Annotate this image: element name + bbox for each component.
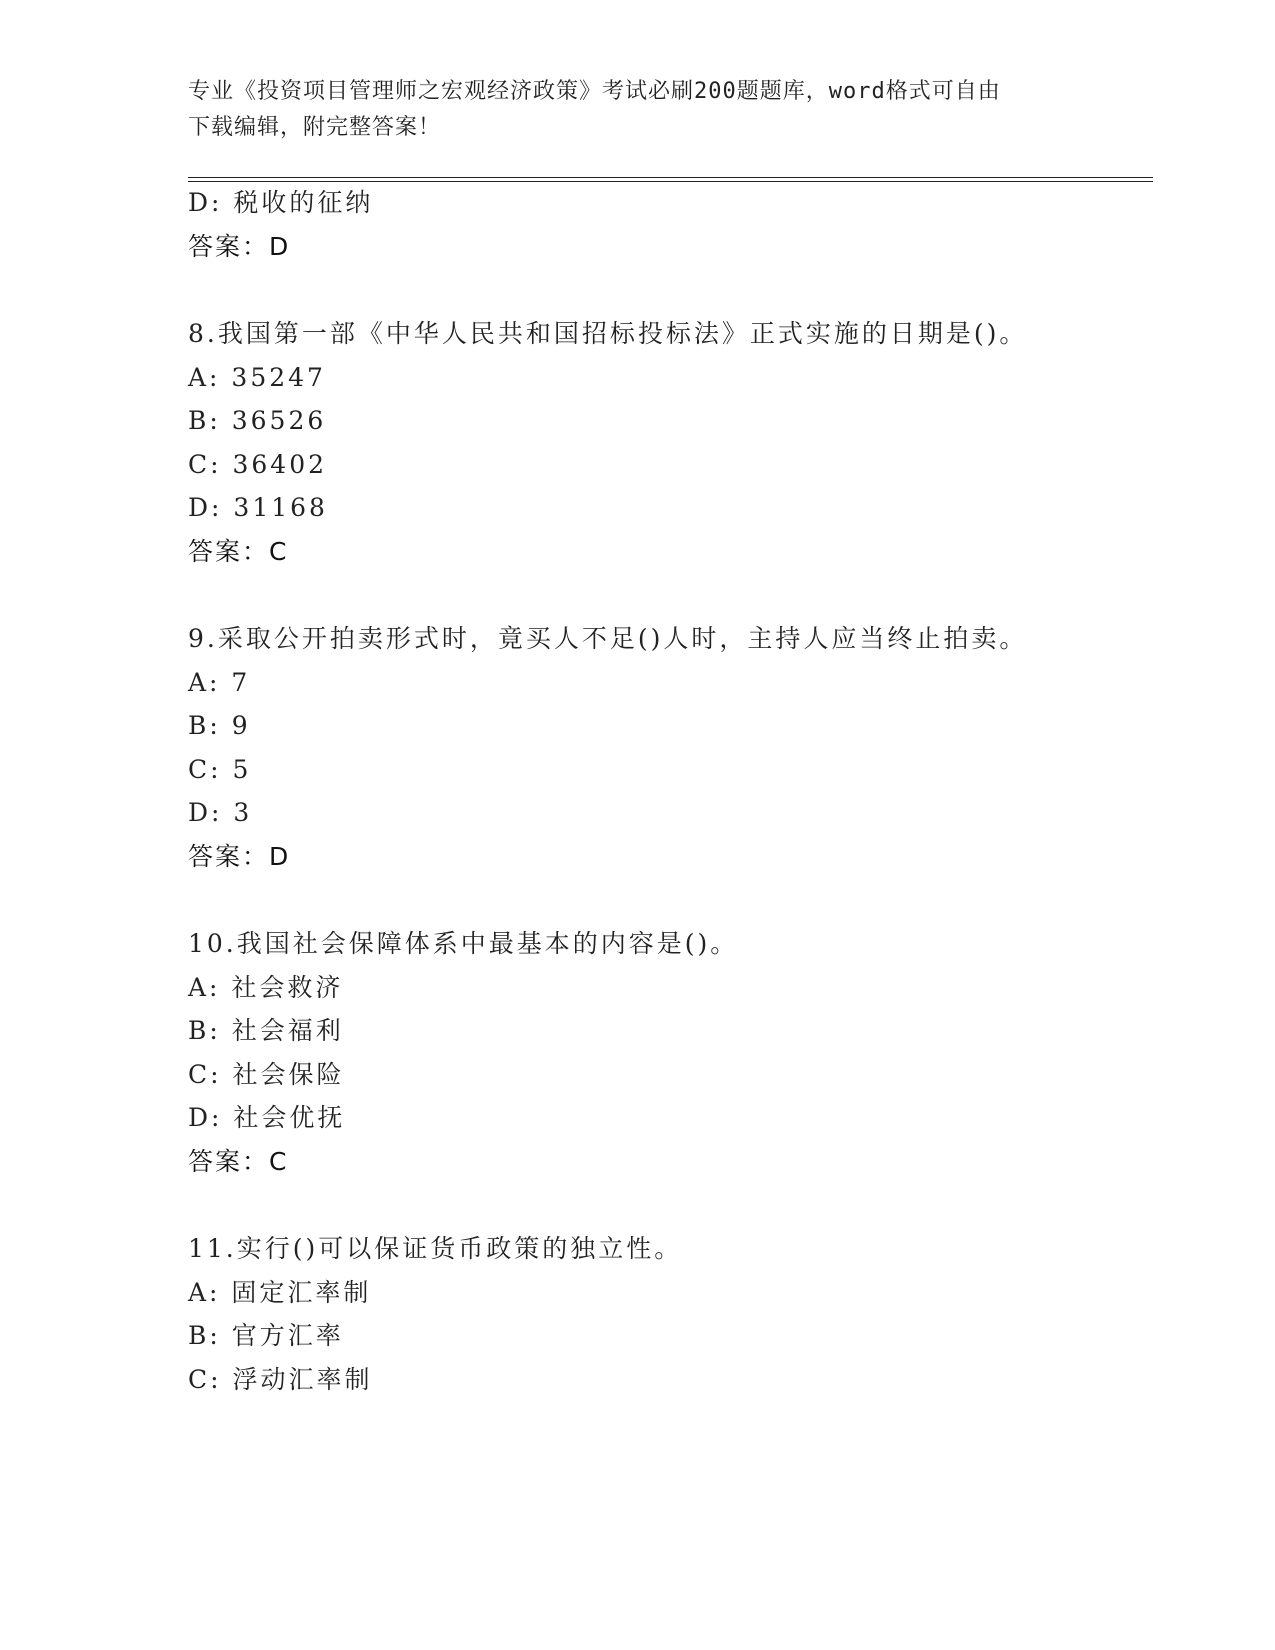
q8-option-a: A: 35247 <box>188 363 326 392</box>
document-header <box>188 74 1088 146</box>
q11-option-b: B: 官方汇率 <box>188 1321 344 1350</box>
q9-question: 9.采取公开拍卖形式时，竟买人不足()人时，主持人应当终止拍卖。 <box>188 624 1028 653</box>
q7-option-d: D: 税收的征纳 <box>188 188 374 217</box>
q8-option-c: C: 36402 <box>188 450 328 479</box>
q11-option-c: C: 浮动汇率制 <box>188 1365 373 1394</box>
q10-option-c: C: 社会保险 <box>188 1060 345 1089</box>
header-title-line-2: 下载编辑，附完整答案！ <box>188 115 442 140</box>
q10-option-d: D: 社会优抚 <box>188 1103 346 1132</box>
q9-option-a: A: 7 <box>188 668 251 697</box>
header-divider-top <box>188 177 1153 178</box>
q9-option-c: C: 5 <box>188 755 252 784</box>
q10-option-a: A: 社会救济 <box>188 973 344 1002</box>
q9-answer: 答案：D <box>188 842 291 871</box>
q10-answer: 答案：C <box>188 1147 289 1176</box>
q8-question: 8.我国第一部《中华人民共和国招标投标法》正式实施的日期是()。 <box>188 319 1028 348</box>
header-title-line-1: 专业《投资项目管理师之宏观经济政策》考试必刷200题题库，word格式可自由 <box>188 79 1001 104</box>
q11-question: 11.实行()可以保证货币政策的独立性。 <box>188 1234 683 1263</box>
q10-question: 10.我国社会保障体系中最基本的内容是()。 <box>188 929 739 958</box>
q9-option-d: D: 3 <box>188 798 253 827</box>
q10-option-b: B: 社会福利 <box>188 1016 344 1045</box>
q8-option-b: B: 36526 <box>188 406 327 435</box>
q7-answer: 答案：D <box>188 232 291 261</box>
q8-option-d: D: 31168 <box>188 493 328 522</box>
q11-option-a: A: 固定汇率制 <box>188 1278 372 1307</box>
header-divider-bottom <box>188 181 1153 182</box>
q8-answer: 答案：C <box>188 537 289 566</box>
q9-option-b: B: 9 <box>188 711 251 740</box>
